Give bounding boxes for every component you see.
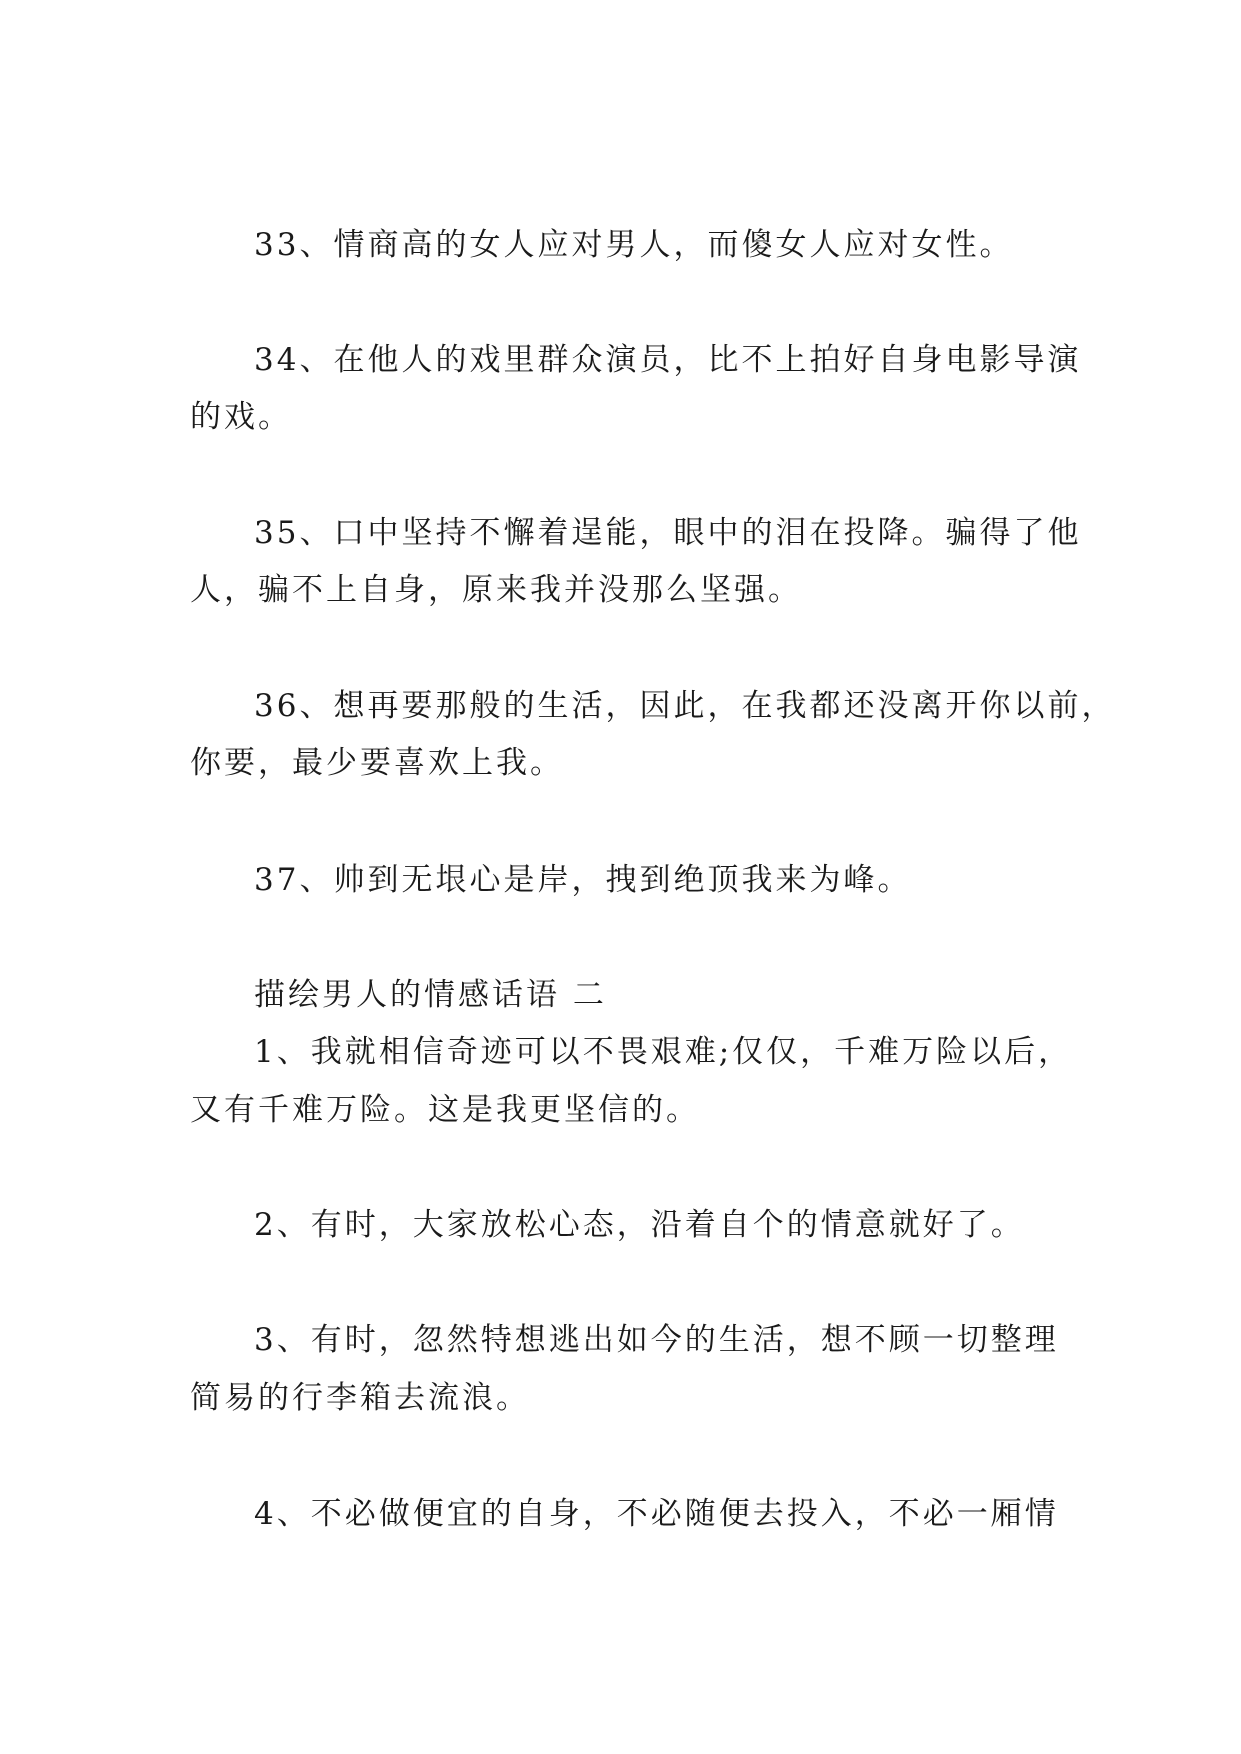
paragraph-1-line-2: 又有千难万险。这是我更坚信的。: [190, 1092, 700, 1128]
paragraph-1-line-1: 1、我就相信奇迹可以不畏艰难;仅仅，千难万险以后，: [254, 1034, 1073, 1070]
paragraph-35-line-1: 35、口中坚持不懈着逞能，眼中的泪在投降。骗得了他: [254, 515, 1082, 551]
paragraph-36-line-2: 你要，最少要喜欢上我。: [190, 745, 564, 781]
paragraph-33-line-1: 33、情商高的女人应对男人，而傻女人应对女性。: [254, 227, 1014, 263]
paragraph-3-line-1: 3、有时，忽然特想逃出如今的生活，想不顾一切整理: [254, 1322, 1059, 1358]
paragraph-3-line-2: 简易的行李箱去流浪。: [190, 1380, 530, 1416]
section-heading: 描绘男人的情感话语 二: [254, 977, 607, 1013]
paragraph-34-line-1: 34、在他人的戏里群众演员，比不上拍好自身电影导演: [254, 342, 1082, 378]
paragraph-4-line-1: 4、不必做便宜的自身，不必随便去投入，不必一厢情: [254, 1496, 1059, 1532]
paragraph-2-line-1: 2、有时，大家放松心态，沿着自个的情意就好了。: [254, 1207, 1025, 1243]
paragraph-34-line-2: 的戏。: [190, 399, 292, 435]
paragraph-35-line-2: 人，骗不上自身，原来我并没那么坚强。: [190, 572, 802, 608]
paragraph-37-line-1: 37、帅到无垠心是岸，拽到绝顶我来为峰。: [254, 862, 912, 898]
paragraph-36-line-1: 36、想再要那般的生活，因此，在我都还没离开你以前，: [254, 688, 1116, 724]
